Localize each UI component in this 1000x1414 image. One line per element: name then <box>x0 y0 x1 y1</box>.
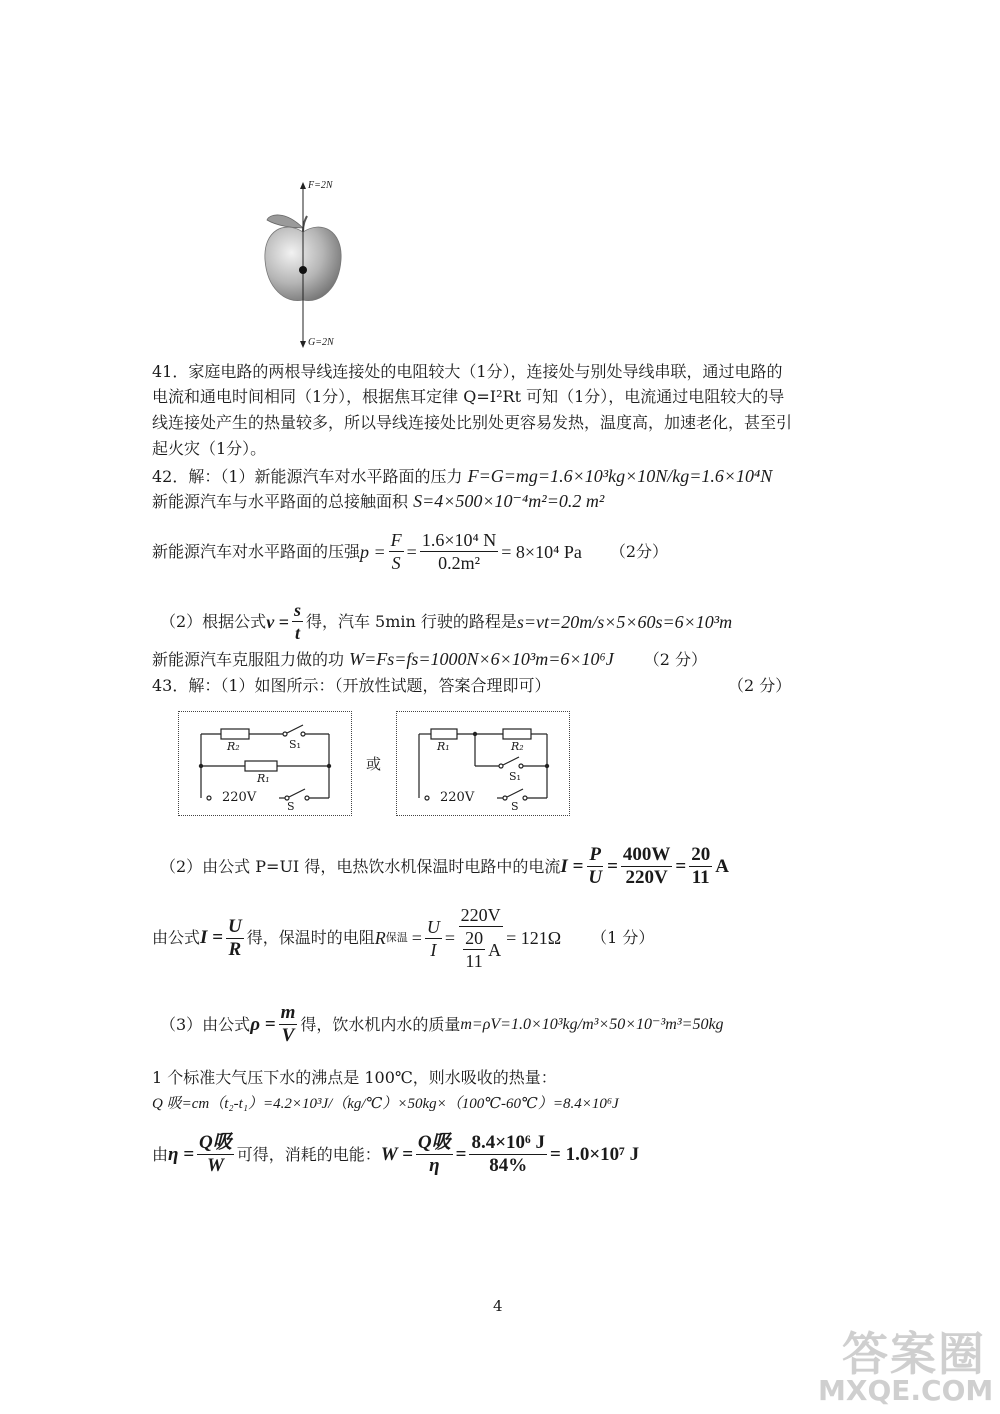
q42-line3 <box>152 530 668 573</box>
q43-eta-num: Q吸 <box>199 1132 232 1153</box>
q41-line1: 41．家庭电路的两根导线连接处的电阻较大（1分），连接处与别处导线串联，通过电路的 <box>152 362 783 381</box>
q42-p-score: （2分） <box>609 541 669 561</box>
circuit-a-r2-label: R₂ <box>227 740 240 753</box>
q43-i-unit: A <box>715 855 729 877</box>
q43-ohm-lhs: I = <box>200 927 223 948</box>
q43-i-num1: P <box>589 844 601 865</box>
q43-r-num2: 220V <box>460 905 501 925</box>
q43-i-frac3 <box>689 845 712 888</box>
q42-line1 <box>152 465 772 488</box>
q43-line1-score: （2 分） <box>728 676 792 695</box>
q41-line2: 电流和通电时间相同（1分），根据焦耳定律 Q=I²Rt 可知（1分），电流通过电阻较大的导 <box>152 387 785 406</box>
circuit-a-s-label: S <box>287 800 295 813</box>
q42-line2 <box>152 490 604 513</box>
q43-r-den2-num: 20 <box>465 928 484 948</box>
q43-eta-den: W <box>206 1155 224 1176</box>
q43-eff-mid: 可得，消耗的电能： <box>236 1144 381 1164</box>
circuit-b-diagram <box>397 712 569 815</box>
q43-part2 <box>160 845 729 888</box>
q43-rho-num: m <box>280 1002 296 1023</box>
q43-eff-text: 由 <box>152 1144 169 1164</box>
q43-i-frac1 <box>586 845 604 888</box>
q42-distance: s=vt=20m/s×5×60s=6×10³m <box>516 611 733 632</box>
q43-heat-line: Q 吸=cm（t₂-t₁）=4.2×10³J/（kg/℃）×50kg×（100℃-60℃）=8.4×10⁶J <box>152 1096 619 1112</box>
circuit-a-diagram <box>179 712 351 815</box>
q42-line5-score: （2 分） <box>643 650 708 669</box>
q43-rho-lhs: ρ = <box>250 1013 276 1035</box>
q43-eta-frac <box>197 1133 234 1176</box>
q43-i-frac2 <box>621 845 673 888</box>
apple-figure <box>255 180 365 350</box>
q43-r-frac2 <box>458 905 503 971</box>
q43-boil-line: 1 个标准大气压下水的沸点是 100℃，则水吸收的热量： <box>152 1068 557 1087</box>
circuit-b <box>396 711 570 816</box>
q42-line5 <box>152 648 707 671</box>
q43-i-lhs: I = <box>560 855 584 877</box>
q42-p-frac1-num: F <box>390 530 402 550</box>
q43-ohm-num: U <box>228 915 242 937</box>
q43-r-den2-den: 11 <box>465 951 483 971</box>
q43-r-eq: = <box>411 928 422 948</box>
q42-line4-text: （2）根据公式 <box>160 611 267 631</box>
circuit-a-voltage-label: 220V <box>222 790 257 805</box>
q43-i-den3: 11 <box>691 867 710 888</box>
q43-w-lhs: W = <box>380 1143 413 1165</box>
q43-w-frac1 <box>416 1133 453 1176</box>
q43-w-eq: = <box>455 1143 467 1165</box>
q43-part2b-mid: 得，保温时的电阻 <box>246 928 375 947</box>
q42-p-frac1 <box>389 530 404 573</box>
q43-r-result: = 121Ω <box>506 928 562 948</box>
q43-r-lhs: R <box>374 928 386 948</box>
force-top-label: F=2N <box>308 180 333 191</box>
q43-w-den1: η <box>429 1155 440 1176</box>
watermark-logo: 答案圈 <box>842 1327 986 1381</box>
circuit-a-s1-label: S₁ <box>289 738 301 751</box>
q42-v-den: t <box>294 623 300 643</box>
q42-line1-text: 42．解：（1）新能源汽车对水平路面的压力 <box>152 467 468 486</box>
or-label: 或 <box>366 755 382 773</box>
q42-line5-text: 新能源汽车克服阻力做的功 <box>152 650 350 669</box>
q43-w-frac2 <box>469 1133 547 1176</box>
q42-p-eq: = <box>406 541 417 562</box>
page-number: 4 <box>493 1297 503 1315</box>
q42-v-frac <box>292 600 303 643</box>
q42-v-lhs: v = <box>266 611 289 632</box>
q43-r-den2-unit: A <box>488 939 502 960</box>
q43-part3-text: （3）由公式 <box>160 1014 251 1034</box>
q42-p-frac1-den: S <box>391 553 401 573</box>
q43-r-den1: I <box>430 939 437 960</box>
q43-eta-lhs: η = <box>168 1143 195 1165</box>
circuit-b-voltage-label: 220V <box>440 790 475 805</box>
q42-p-frac2 <box>420 530 498 573</box>
q43-r-sub: 保温 <box>385 931 408 944</box>
q43-i-num3: 20 <box>691 844 711 865</box>
q43-part2-text: （2）由公式 P=UI 得，电热饮水机保温时电路中的电流 <box>160 856 561 876</box>
q42-p-frac2-den: 0.2m² <box>438 553 480 573</box>
q42-p-frac2-num: 1.6×10⁴ N <box>421 530 497 550</box>
circuit-b-r2-label: R₂ <box>511 740 524 753</box>
force-bottom-label: G=2N <box>308 337 334 348</box>
q43-i-eq: = <box>607 855 618 877</box>
q43-i-den2: 220V <box>625 867 668 888</box>
q43-ohm-den: R <box>228 938 242 960</box>
q43-ohm-frac <box>226 917 244 960</box>
q43-rho-frac <box>279 1003 298 1046</box>
q43-mass: m=ρV=1.0×10³kg/m³×50×10⁻³m³=50kg <box>460 1015 724 1033</box>
q43-part3-post: 得，饮水机内水的质量 <box>300 1014 461 1034</box>
q43-r-num1: U <box>426 916 440 937</box>
circuit-b-s-label: S <box>511 800 519 813</box>
q43-i-num2: 400W <box>622 844 671 865</box>
q42-line4 <box>160 600 732 643</box>
q43-part3 <box>160 1003 724 1046</box>
q43-w-den2: 84% <box>489 1155 528 1176</box>
q43-r-den2 <box>458 927 503 971</box>
q43-w-num1: Q吸 <box>417 1132 451 1153</box>
circuit-b-s1-label: S₁ <box>509 770 521 783</box>
q42-line4-post: 得，汽车 5min 行驶的路程是 <box>305 611 517 631</box>
q43-r-eq2: = <box>444 928 456 948</box>
q43-line1: 43．解：（1）如图所示：（开放性试题，答案合理即可） <box>152 676 551 695</box>
q43-part2b <box>152 905 654 971</box>
q42-pressure-force: F=G=mg=1.6×10³kg×10N/kg=1.6×10⁴N <box>467 466 773 486</box>
q42-line3-text: 新能源汽车对水平路面的压强 <box>152 541 361 561</box>
circuit-a <box>178 711 352 816</box>
q43-part2b-text: 由公式 <box>152 928 201 947</box>
q41-line4: 起火灾（1分）。 <box>152 439 267 458</box>
q43-rho-den: V <box>281 1025 295 1046</box>
q42-work: W=Fs=fs=1000N×6×10³m=6×10⁶J <box>349 649 614 669</box>
q42-p-lhs: p = <box>360 541 386 562</box>
q42-v-num: s <box>293 600 301 620</box>
q43-r-den2-frac <box>463 928 485 971</box>
circuit-b-r1-label: R₁ <box>437 740 450 753</box>
q43-r-score: （1 分） <box>591 928 655 947</box>
q43-i-eq2: = <box>675 855 687 877</box>
q43-r-frac1 <box>425 917 442 960</box>
q43-w-result: = 1.0×10⁷ J <box>550 1143 640 1165</box>
q42-line2-text: 新能源汽车与水平路面的总接触面积 <box>152 492 414 511</box>
q41-line3: 线连接处产生的热量较多，所以导线连接处比别处更容易发热，温度高，加速老化，甚至引 <box>152 413 793 432</box>
q42-p-result: = 8×10⁴ Pa <box>501 541 582 562</box>
q43-efficiency <box>152 1133 639 1176</box>
circuit-a-r1-label: R₁ <box>257 772 270 785</box>
q43-i-den1: U <box>588 867 603 888</box>
q43-w-num2: 8.4×10⁶ J <box>471 1132 546 1153</box>
watermark-url: MXQE.COM <box>818 1374 994 1407</box>
apple-force-diagram <box>255 180 365 350</box>
q42-contact-area: S=4×500×10⁻⁴m²=0.2 m² <box>413 491 605 511</box>
